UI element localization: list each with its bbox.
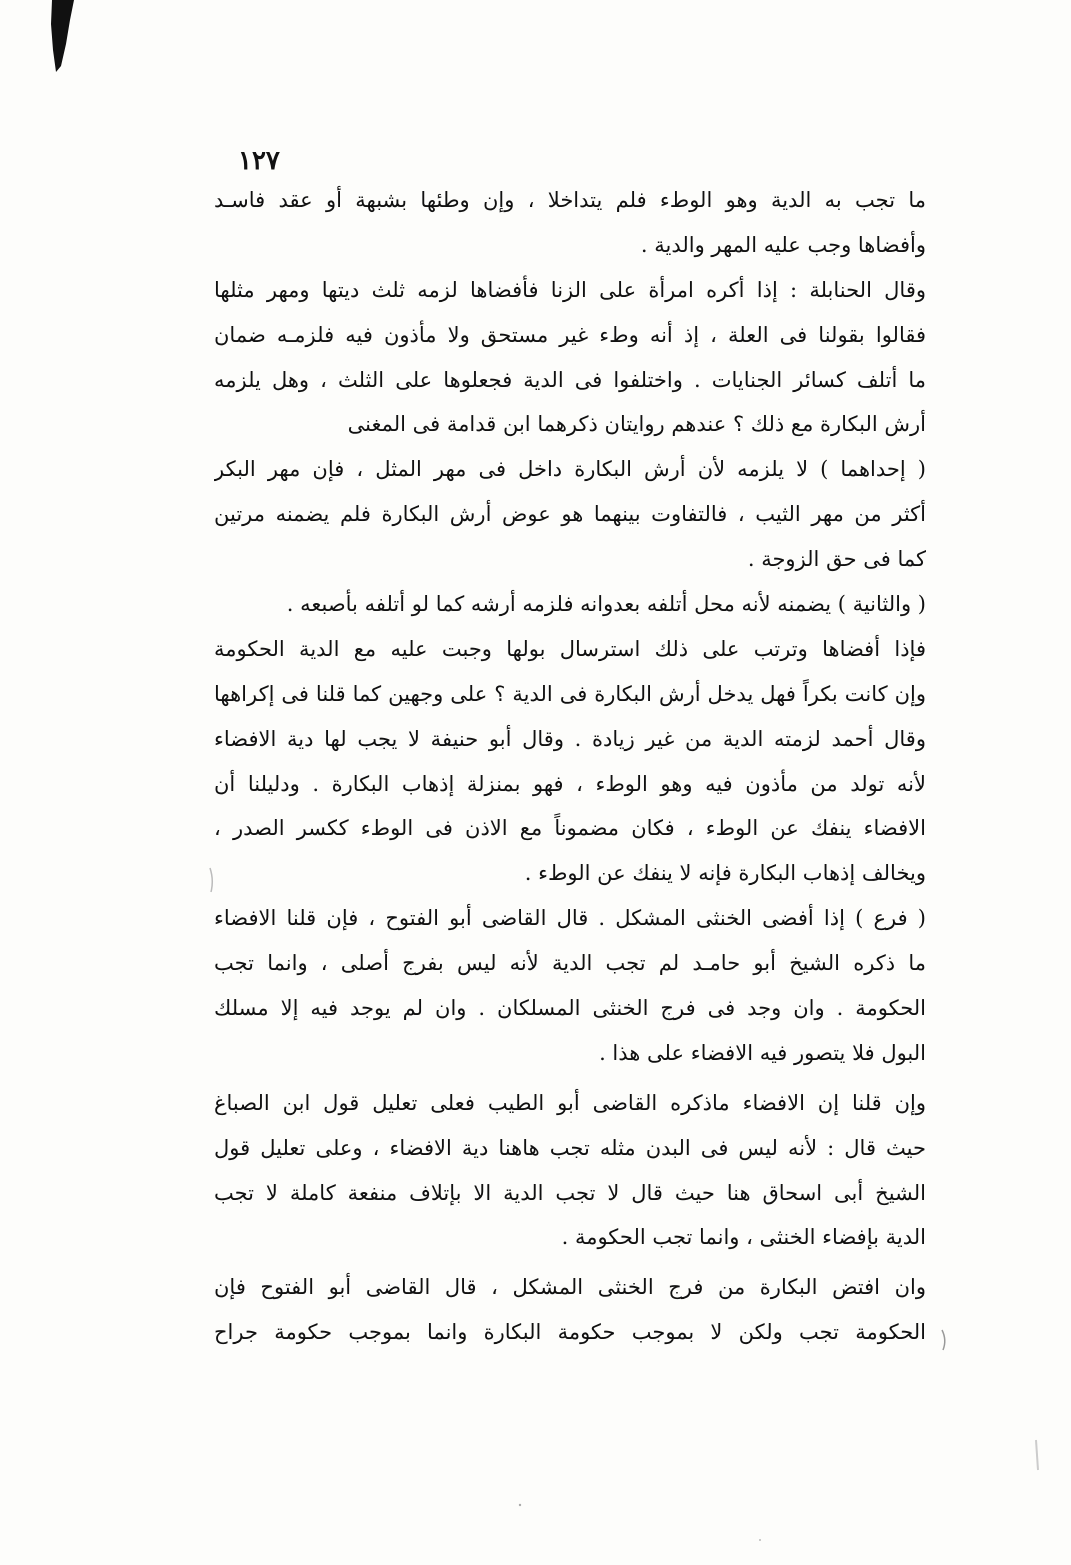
text-line: فقالوا بقولنا فى العلة ، إذ أنه وطء غير مستحق ولا مأذون فيه فلزمـه ضمان: [214, 322, 926, 347]
text-line: وقال الحنابلة : إذا أكره امرأة على الزنا فأفضاها لزمه ثلث ديتها ومهر مثلها: [214, 277, 926, 302]
text-line: ما تجب به الدية وهو الوطء فلم يتداخلا ، وإن وطئها بشبهة أو عقد فاسـد: [214, 188, 926, 212]
text-line: ( إحداهما ) لا يلزمه لأن أرش البكارة داخل فى مهر المثل ، فإن مهر البكر: [214, 457, 926, 482]
scan-ink-mark: [44, 0, 84, 75]
text-line: لأنه تولد من مأذون فيه وهو الوطء ، فهو بمنزلة إذهاب البكارة . ودليلنا أن: [214, 771, 926, 796]
text-line: ( والثانية ) يضمنه لأنه محل أتلفه بعدوانه فلزمه أرشه كما لو أتلفه بأصبعه .: [286, 592, 926, 617]
text-line: ( فرع ) إذا أفضى الخنثى المشكل . قال القاضى أبو الفتوح ، فإن قلنا الافضاء: [214, 906, 926, 931]
text-line: وأفضاها وجب عليه المهر والدية .: [640, 232, 926, 257]
text-line: أكثر من مهر الثيب ، فالتفاوت بينهما هو عوض أرش البكارة فلم يضمنه مرتين: [214, 502, 926, 527]
page-number: ١٢٧: [238, 146, 280, 176]
text-line: فإذا أفضاها وترتب على ذلك استرسال بولها وجبت عليه مع الدية الحكومة: [214, 636, 926, 661]
text-line: وان افتض البكارة من فرج الخنثى المشكل ، قال القاضى أبو الفتوح فإن: [214, 1275, 926, 1300]
text-line: وقال أحمد لزمته الدية من غير زيادة . وقال أبو حنيفة لا يجب لها دية الافضاء: [214, 726, 926, 751]
text-line: كما فى حق الزوجة .: [747, 547, 926, 572]
body-text: [214, 178, 926, 1355]
text-line: الشيخ أبى اسحاق هنا حيث قال لا تجب الدية الا بإتلاف منفعة كاملة لا تجب: [214, 1180, 926, 1205]
text-line: ويخالف إذهاب البكارة فإنه لا ينفك عن الوطء .: [524, 861, 926, 886]
text-line: ما أتلف كسائر الجنايات . واختلفوا فى الدية فجعلوها على الثلث ، وهل يلزمه: [214, 367, 926, 392]
text-line: أرش البكارة مع ذلك ؟ عندهم روايتان ذكرهما ابن قدامة فى المغنى: [347, 412, 926, 437]
text-line: الحكومة تجب ولكن لا بموجب حكومة البكارة وانما بموجب حكومة جراح: [214, 1320, 926, 1345]
text-line: البول فلا يتصور فيه الافضاء على هذا .: [599, 1040, 926, 1065]
text-line: وإن قلنا إن الافضاء ماذكره القاضى أبو الطيب فعلى تعليل قول ابن الصباغ: [214, 1090, 926, 1115]
text-line: الحكومة . وان وجد فى فرج الخنثى المسلكان . وان لم يوجد فيه إلا مسلك: [214, 996, 926, 1021]
text-line: الافضاء ينفك عن الوطء ، فكان مضموناً مع الاذن فى الوطء ككسر الصدر ،: [214, 816, 926, 841]
text-line: ما ذكره الشيخ أبو حامـد لم تجب الدية لأنه ليس بفرج أصلى ، وانما تجب: [214, 951, 926, 976]
text-line: وإن كانت بكراً فهل يدخل أرش البكارة فى الدية ؟ على وجهين كما قلنا فى إكراهها: [214, 681, 926, 706]
text-line: حيث قال : لأنه ليس فى البدن مثله تجب هاهنا دية الافضاء ، وعلى تعليل قول: [214, 1135, 926, 1160]
text-line: الدية بإفضاء الخنثى ، وانما تجب الحكومة .: [561, 1225, 926, 1250]
